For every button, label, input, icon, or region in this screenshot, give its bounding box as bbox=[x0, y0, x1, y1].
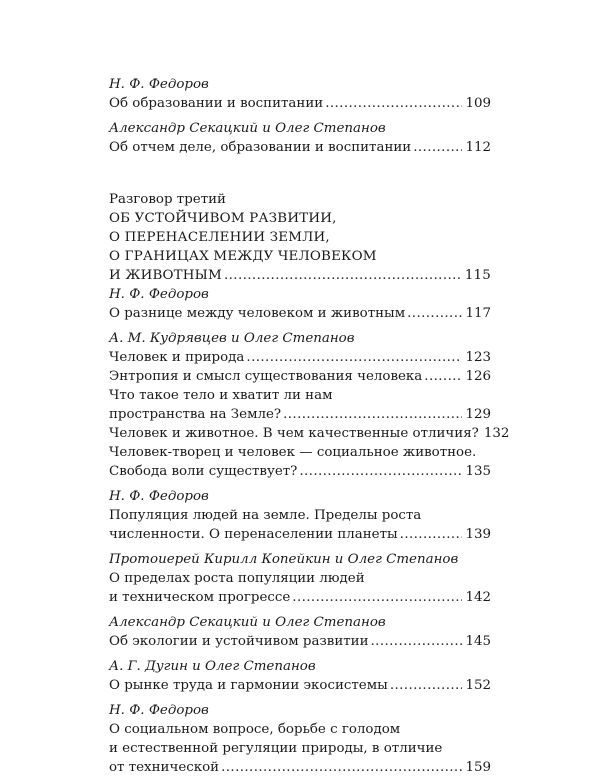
toc-entry-title: Человек и животное. В чем качественные отличия? bbox=[109, 426, 479, 441]
toc-entry[interactable] bbox=[109, 304, 491, 323]
page-number: 115 bbox=[464, 268, 491, 283]
toc-entry[interactable] bbox=[109, 676, 491, 695]
leader-dots bbox=[390, 676, 463, 695]
toc-entry[interactable] bbox=[109, 424, 510, 443]
toc-entry-line: Человек-творец и человек — социальное животное. bbox=[109, 445, 477, 460]
page-number: 139 bbox=[465, 527, 491, 542]
leader-dots bbox=[221, 758, 462, 777]
toc-entry[interactable] bbox=[109, 94, 491, 113]
leader-dots bbox=[325, 94, 462, 113]
page-number: 135 bbox=[465, 464, 491, 479]
toc-entry[interactable] bbox=[109, 758, 491, 777]
leader-dots bbox=[224, 266, 462, 285]
part-title-line: ОБ УСТОЙЧИВОМ РАЗВИТИИ, bbox=[109, 211, 337, 226]
page-number: 129 bbox=[465, 407, 491, 422]
toc-entry-line: и естественной регуляции природы, в отличие bbox=[109, 741, 443, 756]
toc-author: Протоиерей Кирилл Копейкин и Олег Степанов bbox=[109, 552, 459, 567]
leader-dots bbox=[424, 367, 462, 386]
toc-entry-line: О социальном вопросе, борьбе с голодом bbox=[109, 722, 401, 737]
toc-entry-title: Энтропия и смысл существования человека bbox=[109, 369, 423, 384]
toc-author: Н. Ф. Федоров bbox=[109, 489, 209, 504]
toc-entry-line: Что такое тело и хватит ли нам bbox=[109, 388, 333, 403]
leader-dots bbox=[400, 525, 463, 544]
toc-entry-title: пространства на Земле? bbox=[109, 407, 282, 422]
toc-block-2 bbox=[109, 285, 510, 777]
page-number: 117 bbox=[465, 306, 491, 321]
page-number: 159 bbox=[465, 760, 491, 775]
toc-entry-title: О рынке труда и гармонии экосистемы bbox=[109, 678, 388, 693]
toc-entry[interactable] bbox=[109, 348, 491, 367]
toc-author: Н. Ф. Федоров bbox=[109, 77, 209, 92]
toc-author: Н. Ф. Федоров bbox=[109, 703, 209, 718]
toc-entry-title: численности. О перенаселении планеты bbox=[109, 527, 398, 542]
leader-dots bbox=[371, 632, 463, 651]
toc-entry-title: и техническом прогрессе bbox=[109, 590, 291, 605]
page-number: 142 bbox=[465, 590, 491, 605]
toc-author: А. Г. Дугин и Олег Степанов bbox=[109, 659, 316, 674]
toc-author: Александр Секацкий и Олег Степанов bbox=[109, 121, 386, 136]
toc-entry-title: Свобода воли существует? bbox=[109, 464, 298, 479]
part-three bbox=[109, 190, 491, 285]
toc-entry-line: О пределах роста популяции людей bbox=[109, 571, 365, 586]
page-number: 112 bbox=[465, 140, 491, 155]
leader-dots bbox=[246, 348, 462, 367]
leader-dots bbox=[283, 405, 462, 424]
section-gap bbox=[109, 157, 491, 190]
page-number: 152 bbox=[465, 678, 491, 693]
toc-entry[interactable] bbox=[109, 588, 491, 607]
toc-entry-title: от технической bbox=[109, 760, 220, 775]
toc-entry-title: О разнице между человеком и животным bbox=[109, 306, 406, 321]
toc-entry-title: Об отчем деле, образовании и воспитании bbox=[109, 140, 412, 155]
part-title-line: О ПЕРЕНАСЕЛЕНИИ ЗЕМЛИ, bbox=[109, 230, 330, 245]
toc-author: А. М. Кудрявцев и Олег Степанов bbox=[109, 331, 355, 346]
table-of-contents bbox=[109, 75, 510, 777]
leader-dots bbox=[299, 462, 462, 481]
page-number: 132 bbox=[483, 426, 510, 441]
toc-author: Н. Ф. Федоров bbox=[109, 287, 209, 302]
toc-block-1 bbox=[109, 75, 491, 157]
toc-entry-title: Об экологии и устойчивом развитии bbox=[109, 634, 369, 649]
toc-author: Александр Секацкий и Олег Степанов bbox=[109, 615, 386, 630]
page-number: 123 bbox=[465, 350, 491, 365]
toc-entry-title: Человек и природа bbox=[109, 350, 245, 365]
toc-entry[interactable] bbox=[109, 138, 491, 157]
page-number: 126 bbox=[465, 369, 491, 384]
leader-dots bbox=[407, 304, 462, 323]
part-title-entry[interactable] bbox=[109, 266, 491, 285]
part-title-line: И ЖИВОТНЫМ bbox=[109, 268, 222, 283]
toc-entry-line: Популяция людей на земле. Пределы роста bbox=[109, 508, 422, 523]
toc-entry[interactable] bbox=[109, 367, 491, 386]
toc-entry-title: Об образовании и воспитании bbox=[109, 96, 324, 111]
page-number: 109 bbox=[465, 96, 491, 111]
toc-entry[interactable] bbox=[109, 525, 491, 544]
toc-entry[interactable] bbox=[109, 462, 491, 481]
part-heading: Разговор третий bbox=[109, 192, 226, 207]
page-number: 145 bbox=[465, 634, 491, 649]
leader-dots bbox=[413, 138, 462, 157]
toc-entry[interactable] bbox=[109, 405, 491, 424]
part-title-line: О ГРАНИЦАХ МЕЖДУ ЧЕЛОВЕКОМ bbox=[109, 249, 377, 264]
toc-entry[interactable] bbox=[109, 632, 491, 651]
leader-dots bbox=[292, 588, 462, 607]
